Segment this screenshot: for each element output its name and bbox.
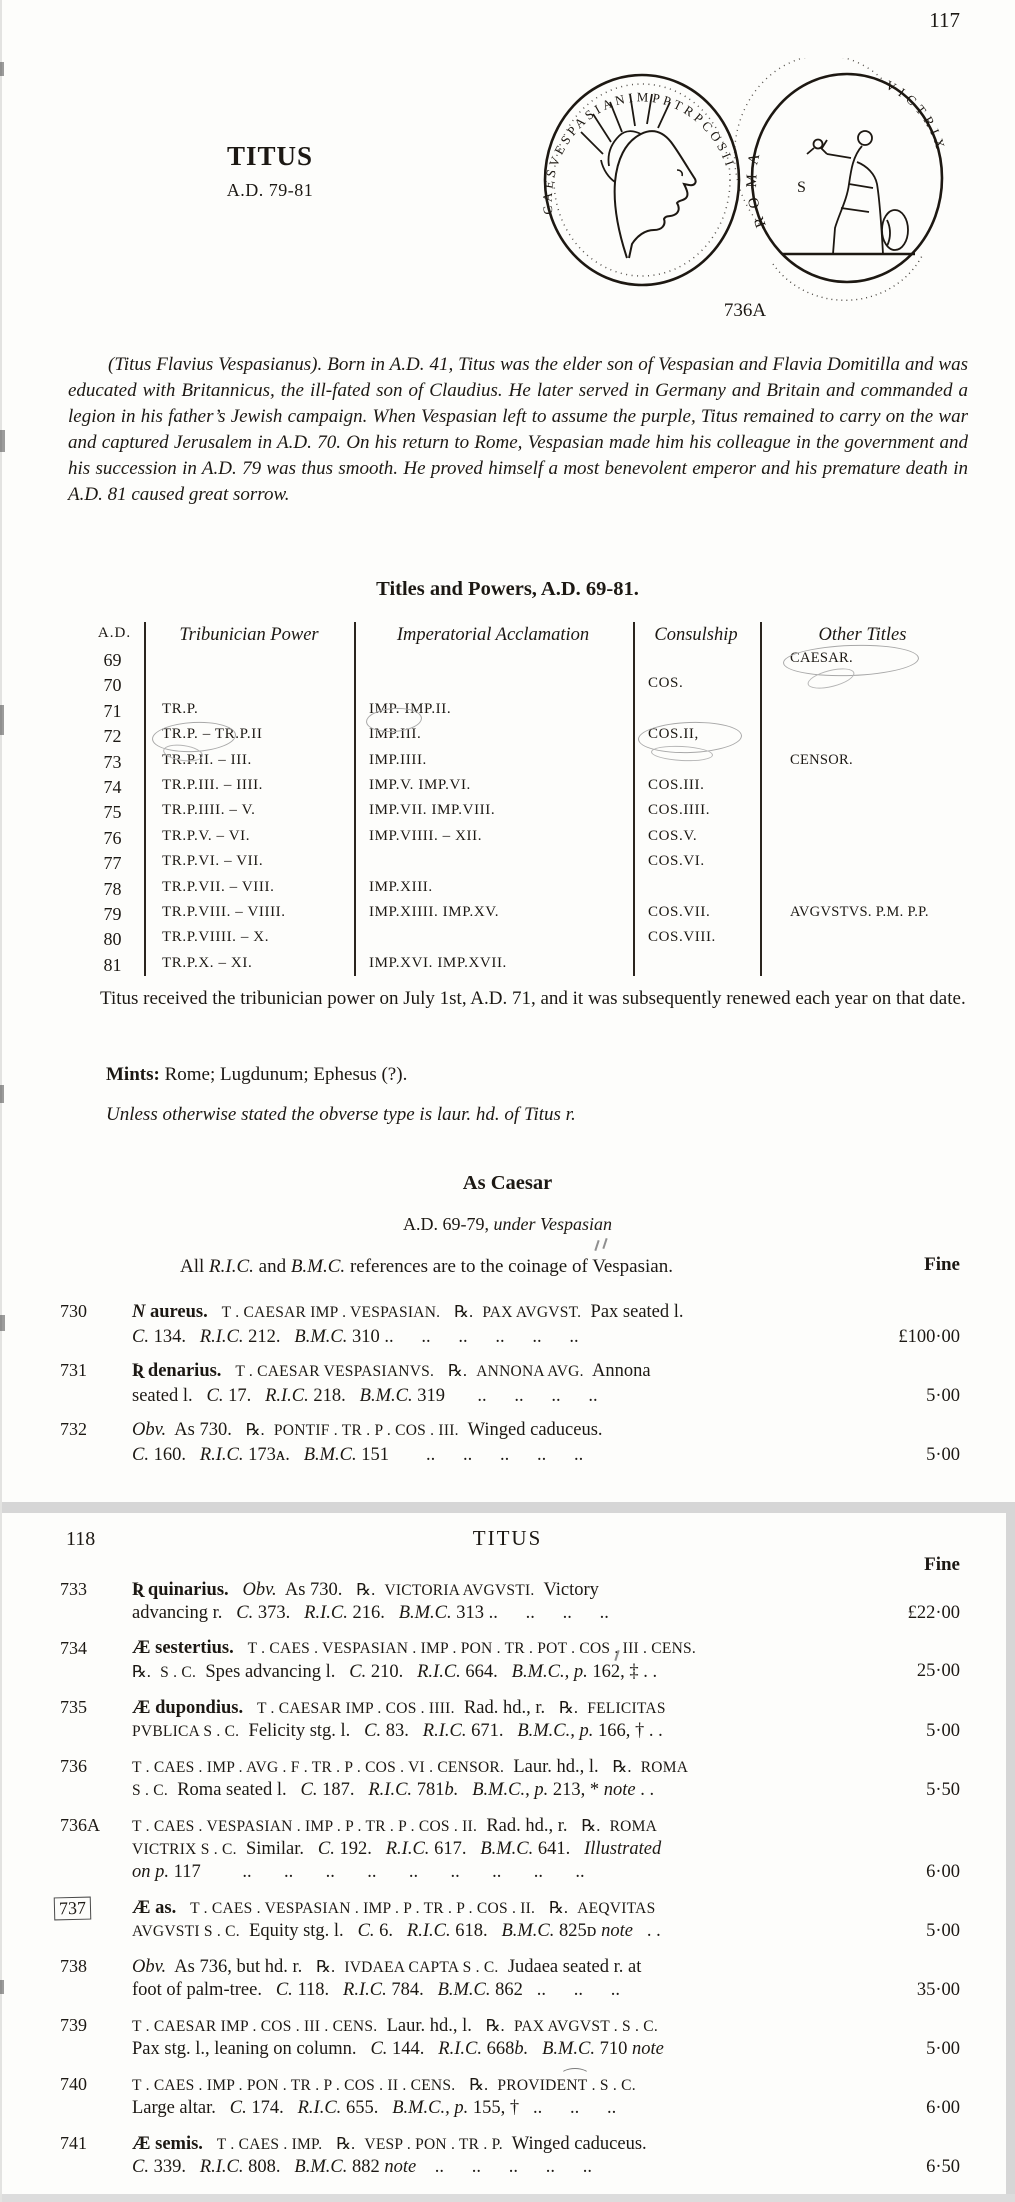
titles-table-row — [85, 853, 965, 877]
entry-line: T . CAES . IMP . PON . TR . P . COS . II . CENS. ℞. PROVIDENT . S . C. — [132, 2075, 636, 2094]
table-cell: 71 — [103, 700, 122, 721]
entry-line: T . CAESAR IMP . COS . III . CENS. Laur. hd., l. ℞. PAX AVGVST . S . C. — [132, 2016, 658, 2036]
scan-artifact — [0, 1085, 4, 1103]
table-cell: 77 — [103, 853, 122, 874]
entry-line: C. 339. R.I.C. 808. B.M.C. 882 note .. .. .. .. .. 6·50 — [132, 2157, 960, 2177]
entry-number: 735 — [60, 1697, 87, 1717]
table-cell: 75 — [103, 802, 122, 823]
col-header-consulship: Consulship — [654, 625, 738, 645]
catalog-entry — [60, 1578, 960, 1625]
titles-table — [85, 612, 965, 1012]
biography-paragraph: (Titus Flavius Vespasianus). Born in A.D. 41, Titus was the elder son of Vespasian and Flavia Domitilla and was educated with Britannicus, the ill-fated son of Claudius. He later served in Germany and Britain and commanded a legion in his father’s Jewish campaign. When Vespasian left to assume the purple, Titus remained to carry on the war and captured Jerusalem in A.D. 70. On his return to Rome, Vespasian made him his colleague in the government and his succession in A.D. 79 was thus smooth. He proved himself a most benevolent emperor and his premature death in A.D. 81 caused great sorrow. — [68, 354, 968, 505]
entry-number: 736A — [60, 1815, 100, 1835]
table-cell: COS.V. — [648, 827, 698, 844]
scan-artifact — [0, 1315, 5, 1331]
entry-line: AVGVSTI S . C. Equity stg. l. C. 6. R.I.C. 618. B.M.C. 825ᴅ note . . 5·00 — [132, 1921, 960, 1941]
entry-price: 5·00 — [926, 1445, 960, 1465]
titles-table-row — [85, 701, 965, 725]
table-cell: IMP.V. IMP.VI. — [369, 777, 471, 793]
entry-line: C. 160. R.I.C. 173ᴀ. B.M.C. 151 .. .. .. .. .. 5·00 — [132, 1445, 960, 1465]
entry-price: 25·00 — [916, 1661, 960, 1681]
entry-line: Ʀ quinarius. Obv. As 730. ℞. VICTORIA AVGVSTI. Victory — [132, 1580, 599, 1600]
entry-price: 5·00 — [926, 1721, 960, 1741]
entry-price: 6·00 — [926, 1862, 960, 1882]
titles-table-row — [85, 904, 965, 928]
reference-note: All R.I.C. and B.M.C. references are to the coinage of Vespasian. — [180, 1256, 673, 1277]
entry-line: Æ as. T . CAES . VESPASIAN . IMP . P . TR . P . COS . II. ℞. AEQVITAS — [132, 1898, 656, 1918]
table-cell: TR.P.VII. – VIII. — [162, 878, 275, 895]
entry-line: seated l. C. 17. R.I.C. 218. B.M.C. 319 .. .. .. .. 5·00 — [132, 1386, 960, 1406]
table-cell: COS.VI. — [648, 853, 705, 870]
table-cell: TR.P.III. – IIII. — [162, 777, 264, 793]
entry-number: 741 — [60, 2133, 87, 2153]
entry-price: 5·00 — [926, 1386, 960, 1406]
entry-line: VICTRIX S . C. Similar. C. 192. R.I.C. 617. B.M.C. 641. Illustrated — [132, 1839, 662, 1859]
catalog-entry — [60, 1896, 960, 1943]
entry-line: C. 134. R.I.C. 212. B.M.C. 310 .. .. .. .. .. .. £100·00 — [132, 1327, 960, 1347]
table-cell: 81 — [103, 954, 122, 975]
table-cell: 69 — [103, 650, 122, 670]
entry-number: 736 — [60, 1756, 87, 1776]
table-cell: COS. — [648, 675, 684, 692]
reign-dates: A.D. 79-81 — [226, 180, 314, 200]
catalog-entry — [60, 1696, 960, 1743]
entry-line: ℞. S . C. Spes advancing l. C. 210. R.I.C. 664. B.M.C., p. 162, ‡ . . 25·00 — [132, 1661, 960, 1682]
entry-line: foot of palm-tree. C. 118. R.I.C. 784. B.M.C. 862 .. .. .. 35·00 — [132, 1980, 960, 2000]
entry-price: 6·50 — [926, 2157, 960, 2177]
table-cell: COS.VIII. — [648, 929, 716, 946]
catalog-entry — [60, 1418, 960, 1467]
entry-number: 739 — [60, 2015, 87, 2035]
entry-line: Pax stg. l., leaning on column. C. 144. R.I.C. 668b. B.M.C. 710 note 5·00 — [132, 2039, 960, 2059]
table-cell: TR.P.X. – XI. — [162, 954, 253, 971]
catalog-entries-page-117 — [60, 1300, 960, 1477]
emperor-heading: TITUS — [226, 141, 314, 171]
catalog-entry — [60, 1814, 960, 1884]
col-header-other-titles: Other Titles — [818, 625, 907, 645]
col-header-ad: A.D. — [97, 625, 132, 641]
titles-table-row — [85, 955, 965, 979]
table-cell: 79 — [103, 904, 122, 924]
titles-table-row — [85, 828, 965, 852]
entry-price: 5·00 — [926, 2039, 960, 2059]
reverse-coin-illustration — [735, 58, 950, 300]
entry-number: 734 — [60, 1638, 87, 1658]
entry-price: £22·00 — [907, 1603, 960, 1623]
entry-number: 732 — [60, 1419, 87, 1439]
entry-price: 5·50 — [926, 1780, 960, 1800]
scan-artifact — [0, 1980, 4, 1994]
svg-text:VICTRIX: VICTRIX — [883, 77, 950, 155]
entry-number: 731 — [60, 1360, 87, 1380]
table-cell: AVGVSTVS. P.M. P.P. — [790, 904, 929, 920]
table-cell: 73 — [103, 751, 122, 772]
table-cell: IMP.VII. IMP.VIII. — [369, 802, 496, 819]
catalog-entry — [60, 1300, 960, 1349]
table-cell: IMP.IIII. — [369, 751, 427, 768]
titles-table-row — [85, 879, 965, 903]
svg-text:CAESVESPASIANIMPPTRPCOSII: CAESVESPASIANIMPPTRPCOSII — [539, 89, 739, 215]
table-cell: TR.P.II. – III. — [162, 751, 252, 768]
titles-table-row — [85, 777, 965, 801]
table-cell: 80 — [103, 929, 122, 950]
entry-number-pencil-boxed: 737 — [54, 1897, 92, 1921]
scan-artifact — [0, 62, 4, 76]
section-heading-as-caesar: As Caesar — [462, 1172, 553, 1194]
entry-line: T . CAES . VESPASIAN . IMP . P . TR . P . COS . II. Rad. hd., r. ℞. ROMA — [132, 1816, 658, 1836]
section-subheading: A.D. 69-79, under Vespasian — [403, 1214, 612, 1234]
table-cell: IMP.XVI. IMP.XVII. — [369, 954, 507, 971]
page-number: 117 — [929, 8, 960, 32]
table-cell: TR.P. — [162, 700, 199, 717]
col-header-imperatorial: Imperatorial Acclamation — [396, 625, 590, 645]
table-cell: IMP.XIII. — [369, 878, 433, 895]
titles-table-row — [85, 929, 965, 953]
scan-edge-right — [1006, 1502, 1015, 2202]
pencil-tick — [602, 1238, 607, 1249]
table-cell: TR.P.VIII. – VIIII. — [162, 904, 286, 920]
table-cell: 72 — [103, 726, 122, 747]
pencil-tick — [594, 1240, 599, 1251]
catalog-entry — [60, 1955, 960, 2002]
obverse-note: Unless otherwise stated the obverse type is laur. hd. of Titus r. — [106, 1104, 576, 1125]
entry-line: Obv. As 736, but hd. r. ℞. IVDAEA CAPTA S . C. Judaea seated r. at — [132, 1957, 642, 1977]
tribunician-note: Titus received the tribunician power on July 1st, A.D. 71, and it was subsequently renewed each year on that date. — [100, 988, 966, 1009]
entry-line: Large altar. C. 174. R.I.C. 655. B.M.C., p. 155, † .. .. .. 6·00 — [132, 2098, 960, 2118]
mints-line: Mints: Rome; Lugdunum; Ephesus (?). — [106, 1064, 408, 1085]
entry-number: 740 — [60, 2074, 87, 2094]
entry-line: T . CAES . IMP . AVG . F . TR . P . COS . VI . CENSOR. Laur. hd., l. ℞. ROMA — [132, 1757, 689, 1777]
table-cell: 78 — [103, 878, 122, 899]
entry-line: N aureus. T . CAESAR IMP . VESPASIAN. ℞. PAX AVGVST. Pax seated l. — [132, 1302, 684, 1322]
entry-line: advancing r. C. 373. R.I.C. 216. B.M.C. 313 .. .. .. .. £22·00 — [132, 1603, 960, 1623]
catalog-entry — [60, 2014, 960, 2061]
entry-line: Obv. As 730. ℞. PONTIF . TR . P . COS . III. Winged caduceus. — [132, 1420, 603, 1440]
col-header-tribunician: Tribunician Power — [179, 625, 319, 645]
table-cell: COS.II, — [648, 726, 699, 743]
entry-line: S . C. Roma seated l. C. 187. R.I.C. 781b. B.M.C., p. 213, * note . . 5·50 — [132, 1780, 960, 1800]
table-cell: 74 — [103, 777, 122, 797]
entry-line: Æ sestertius. T . CAES . VESPASIAN . IMP . PON . TR . POT . COS . III . CENS. — [132, 1638, 697, 1658]
table-cell: TR.P.VIIII. – X. — [162, 929, 270, 946]
scan-artifact — [0, 430, 5, 452]
titles-table-row — [85, 802, 965, 826]
entry-price: 5·00 — [926, 1921, 960, 1941]
entry-price: 35·00 — [916, 1980, 960, 2000]
table-cell: 70 — [103, 675, 122, 696]
table-cell: COS.VII. — [648, 904, 711, 920]
titles-table-row — [85, 752, 965, 776]
running-header: TITUS — [472, 1526, 543, 1550]
entry-price: 6·00 — [926, 2098, 960, 2118]
catalog-entry — [60, 1359, 960, 1408]
coin-caption: 736A — [723, 300, 767, 321]
table-cell: 76 — [103, 827, 122, 848]
entry-number: 733 — [60, 1579, 87, 1599]
table-cell: TR.P.V. – VI. — [162, 827, 251, 844]
page-number-2: 118 — [66, 1528, 96, 1550]
entry-line: Ʀ denarius. T . CAESAR VESPASIANVS. ℞. ANNONA AVG. Annona — [132, 1361, 651, 1381]
table-cell: TR.P.IIII. – V. — [162, 802, 256, 819]
svg-text:ROMA: ROMA — [744, 143, 770, 230]
table-cell: IMP. IMP.II. — [369, 700, 452, 717]
catalog-entries-page-118 — [60, 1578, 960, 2191]
table-cell: IMP.VIIII. – XII. — [369, 827, 483, 844]
catalog-entry — [60, 1637, 960, 1684]
catalog-entry — [60, 1755, 960, 1802]
table-cell: COS.III. — [648, 777, 705, 793]
entry-line: PVBLICA S . C. Felicity stg. l. C. 83. R.I.C. 671. B.M.C., p. 166, † . . 5·00 — [132, 1721, 960, 1741]
scan-separator-band — [0, 1502, 1015, 1513]
scan-edge-bottom — [0, 2194, 1015, 2202]
entry-line: on p. 117 .. .. .. .. .. .. .. .. .. 6·00 — [132, 1862, 960, 1882]
table-cell: COS.IIII. — [648, 802, 711, 819]
catalog-entry — [60, 2073, 960, 2120]
entry-number: 738 — [60, 1956, 87, 1976]
fine-column-header: Fine — [924, 1254, 960, 1275]
obverse-coin-illustration — [540, 75, 739, 285]
catalog-entry — [60, 2132, 960, 2179]
entry-line: Æ semis. T . CAES . IMP. ℞. VESP . PON . TR . P. Winged caduceus. — [132, 2134, 647, 2154]
table-cell: IMP.III. — [369, 726, 422, 743]
fine-column-header-2: Fine — [924, 1554, 960, 1575]
scan-artifact — [0, 705, 4, 735]
svg-text:S: S — [797, 179, 806, 196]
titles-table-title: Titles and Powers, A.D. 69-81. — [376, 578, 639, 600]
table-cell: TR.P.VI. – VII. — [162, 853, 264, 870]
table-cell: CAESAR. — [790, 650, 853, 666]
table-cell: CENSOR. — [790, 751, 853, 768]
entry-price: £100·00 — [898, 1327, 960, 1347]
table-cell: IMP.XIIII. IMP.XV. — [369, 904, 500, 920]
entry-number: 730 — [60, 1301, 87, 1321]
table-cell: TR.P. – TR.P.II — [162, 726, 263, 743]
entry-line: Æ dupondius. T . CAESAR IMP . COS . IIII. Rad. hd., r. ℞. FELICITAS — [132, 1698, 666, 1718]
coin-illustrations — [535, 58, 955, 318]
